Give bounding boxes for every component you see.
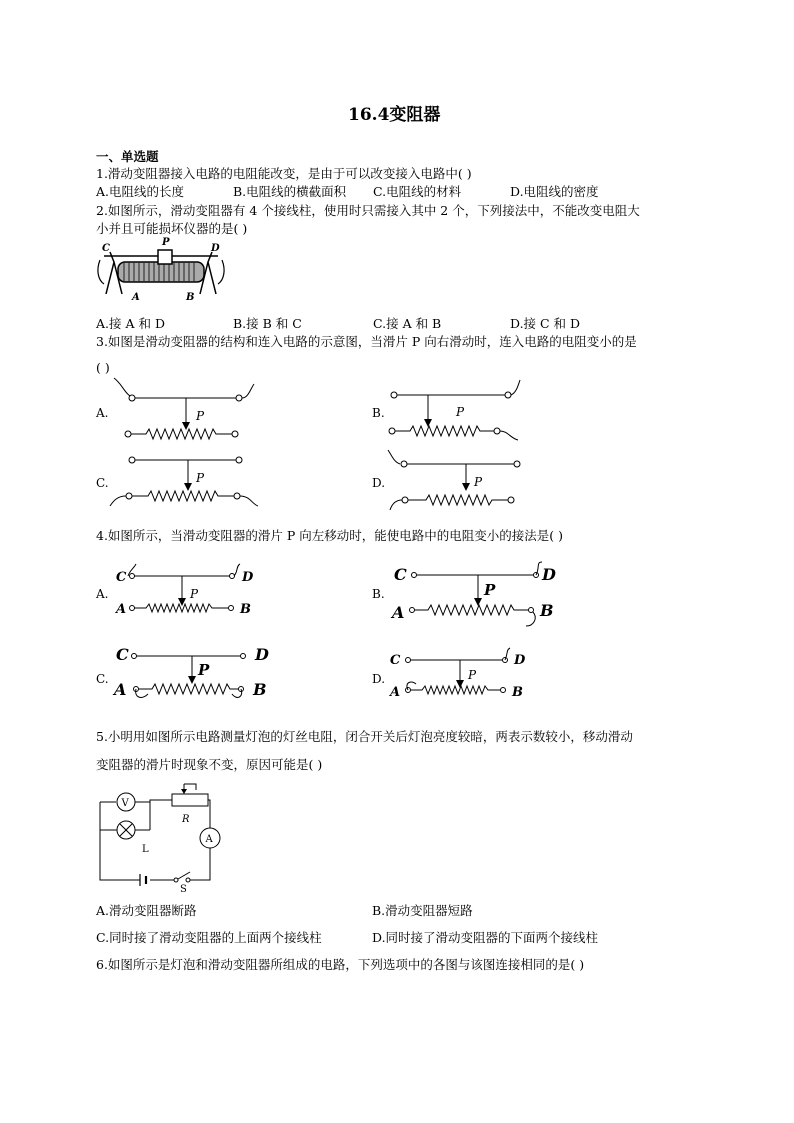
question-6-stem: 6.如图所示是灯泡和滑动变阻器所组成的电路，下列选项中的各图与该图连接相同的是( ) [96, 957, 585, 972]
q5-option-b[interactable]: B.滑动变阻器短路 [372, 903, 473, 918]
q3-figure-b [384, 378, 534, 442]
q4-option-b[interactable]: B. [372, 587, 385, 601]
q4-b-label-d: D [542, 565, 556, 584]
question-2-stem-line1: 2.如图所示，滑动变阻器有 4 个接线柱，使用时只需接入其中 2 个，下列接法中，不能改变电阻大 [96, 203, 640, 218]
q4-d-label-b: B [512, 685, 523, 700]
rheostat-label-p: P [162, 237, 170, 248]
q5-circuit-figure [96, 780, 231, 895]
q4-a-label-c: C [116, 570, 127, 585]
rheostat-label-a: A [132, 292, 140, 303]
rheostat-label-d: D [211, 243, 220, 254]
question-2-stem-line2: 小并且可能损坏仪器的是( ) [96, 221, 248, 236]
q2-option-d[interactable]: D.接 C 和 D [510, 316, 581, 331]
rheostat-label-c: C [102, 243, 110, 254]
q4-c-slider-label: P [198, 661, 210, 679]
q1-option-d[interactable]: D.电阻线的密度 [510, 184, 599, 199]
q4-a-slider-label: P [190, 587, 199, 601]
q4-option-d[interactable]: D. [372, 672, 386, 686]
rheostat-symbol [172, 794, 208, 806]
q4-a-label-d: D [242, 570, 254, 585]
q4-d-label-d: D [514, 653, 526, 668]
q1-option-c[interactable]: C.电阻线的材料 [373, 184, 462, 199]
q4-figure-c [114, 642, 284, 706]
q3-option-b[interactable]: B. [372, 406, 385, 420]
q4-c-label-b: B [253, 680, 267, 699]
q1-option-a[interactable]: A.电阻线的长度 [96, 184, 185, 199]
q4-d-slider-label: P [468, 668, 477, 682]
q3-c-slider-label: P [196, 471, 205, 485]
q3-figure-d [384, 450, 534, 514]
q4-b-slider-label: P [484, 581, 496, 599]
page-title: 16.4变阻器 [348, 105, 441, 125]
question-5-stem-line1: 5.小明用如图所示电路测量灯泡的灯丝电阻，闭合开关后灯泡亮度较暗，两表示数较小，移动滑动 [96, 729, 633, 744]
q3-a-slider-label: P [196, 409, 205, 423]
q2-option-b[interactable]: B.接 B 和 C [233, 316, 302, 331]
q5-option-a[interactable]: A.滑动变阻器断路 [96, 903, 197, 918]
q5-option-c[interactable]: C.同时接了滑动变阻器的上面两个接线柱 [96, 930, 322, 945]
q4-c-label-d: D [255, 645, 269, 664]
q4-b-label-c: C [394, 565, 407, 584]
section-heading: 一、单选题 [96, 149, 159, 164]
q4-d-label-a: A [390, 685, 401, 700]
q4-c-label-c: C [116, 645, 129, 664]
q4-c-label-a: A [114, 680, 127, 699]
q4-option-a[interactable]: A. [96, 587, 109, 601]
q4-a-label-b: B [240, 602, 251, 617]
question-4-stem: 4.如图所示，当滑动变阻器的滑片 P 向左移动时，能使电路中的电阻变小的接法是( ) [96, 528, 564, 543]
q3-figure-c [110, 450, 260, 514]
q3-option-c[interactable]: C. [96, 476, 109, 490]
q3-option-d[interactable]: D. [372, 476, 386, 490]
q4-figure-a [112, 562, 262, 622]
question-3-stem-line2: ( ) [96, 360, 110, 375]
voltmeter-label: V [121, 798, 129, 809]
q3-figure-a [110, 378, 260, 442]
q3-b-slider-label: P [456, 405, 465, 419]
q5-option-d[interactable]: D.同时接了滑动变阻器的下面两个接线柱 [372, 930, 599, 945]
q2-option-c[interactable]: C.接 A 和 B [373, 316, 442, 331]
q4-option-c[interactable]: C. [96, 672, 109, 686]
q3-option-a[interactable]: A. [96, 406, 109, 420]
rheostat-r-label: R [182, 814, 190, 825]
q1-option-b[interactable]: B.电阻线的横截面积 [233, 184, 347, 199]
lamp-label: L [142, 844, 149, 855]
question-5-stem-line2: 变阻器的滑片时现象不变，原因可能是( ) [96, 757, 323, 772]
q2-option-a[interactable]: A.接 A 和 D [96, 316, 165, 331]
switch-label: S [180, 884, 187, 895]
q3-d-slider-label: P [474, 475, 483, 489]
ammeter-label: A [205, 834, 213, 845]
rheostat-label-b: B [186, 292, 195, 303]
q4-d-label-c: C [390, 653, 401, 668]
q4-a-label-a: A [116, 602, 127, 617]
q4-figure-b [390, 560, 570, 632]
question-1-stem: 1.滑动变阻器接入电路的电阻能改变，是由于可以改变接入电路中( ) [96, 166, 472, 181]
q4-b-label-b: B [540, 601, 554, 620]
rheostat-figure [96, 236, 226, 306]
q4-b-label-a: A [392, 603, 405, 622]
q4-figure-d [388, 646, 538, 706]
question-3-stem-line1: 3.如图是滑动变阻器的结构和连入电路的示意图，当滑片 P 向右滑动时，连入电路的电阻变小的是 [96, 334, 637, 349]
